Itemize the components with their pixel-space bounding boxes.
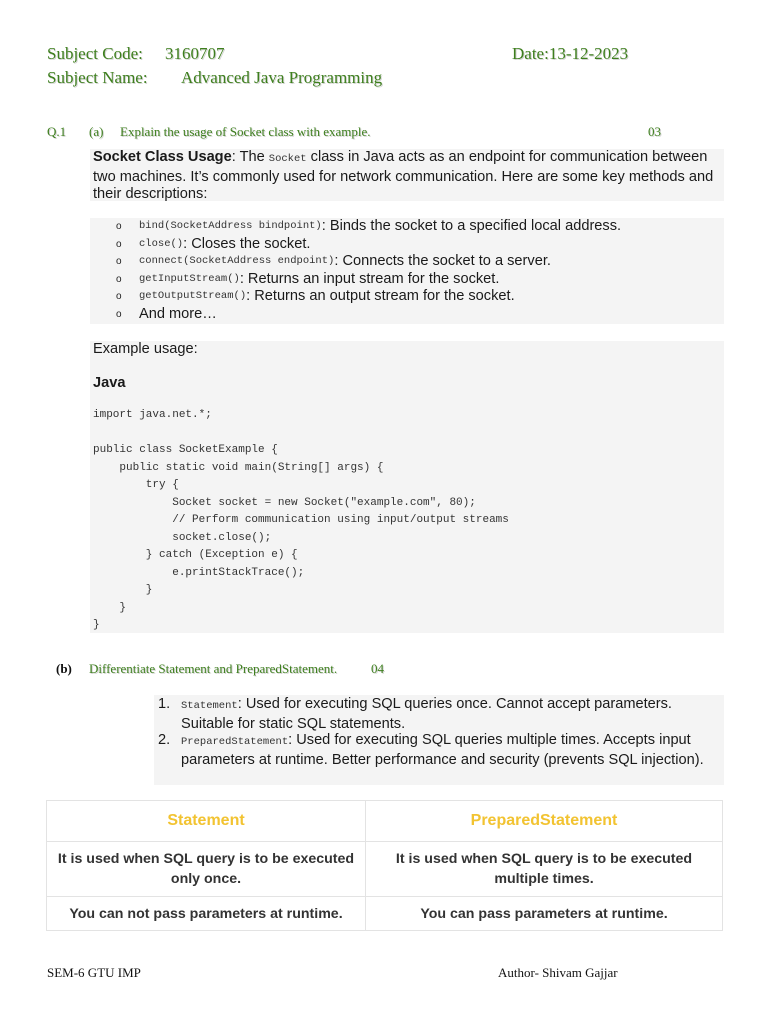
- method-code: close(): [139, 238, 184, 250]
- question-part-a-text: Explain the usage of Socket class with example.: [120, 124, 371, 139]
- list-item-text: [181, 696, 718, 733]
- method-description: : Returns an input stream for the socket.: [239, 271, 500, 287]
- example-label: Example usage:: [93, 341, 198, 357]
- subject-code-label: Subject Code:: [47, 44, 143, 63]
- list-bullet: o: [116, 256, 122, 267]
- table-header-cell: Statement: [47, 801, 366, 842]
- comparison-table: [46, 800, 723, 931]
- table-header-cell: PreparedStatement: [366, 801, 723, 842]
- method-code: connect(SocketAddress endpoint): [139, 255, 335, 267]
- table-cell: You can not pass parameters at runtime.: [47, 897, 366, 931]
- method-description: : Connects the socket to a server.: [334, 253, 551, 269]
- list-bullet: o: [116, 309, 122, 320]
- list-number: 2.: [158, 732, 171, 748]
- method-code: getOutputStream(): [139, 290, 247, 302]
- list-item-description: : Used for executing SQL queries once. Cannot accept parameters. Suitable for static SQL statements.: [181, 696, 672, 732]
- list-item-code: Statement: [181, 700, 238, 712]
- subject-code: 3160707: [165, 44, 225, 63]
- method-description: And more…: [139, 306, 217, 322]
- table-row: [47, 842, 723, 897]
- list-item-code: PreparedStatement: [181, 736, 289, 748]
- method-list-item: [116, 271, 499, 289]
- subject-name: Advanced Java Programming: [181, 68, 383, 87]
- method-description: : Returns an output stream for the socket.: [246, 288, 515, 304]
- table-cell: It is used when SQL query is to be executed only once.: [47, 842, 366, 897]
- code-language-label: Java: [93, 375, 126, 391]
- method-code: getInputStream(): [139, 273, 240, 285]
- intro-text-1: : The: [231, 149, 269, 165]
- list-bullet: o: [116, 274, 122, 285]
- footer-semester: SEM-6 GTU IMP: [47, 965, 141, 980]
- question-part-a-letter: (a): [89, 124, 104, 139]
- list-item-description: : Used for executing SQL queries multiple times. Accepts input parameters at runtime. Better performance and security (prevents SQL injection).: [181, 732, 704, 768]
- java-code-block: import java.net.*; public class SocketExample { public static void main(String[] args) { try { Socket socket = new Socket("example.com", 80); // Perform communication using input/output streams socket.close(); } catch (Exception e) { e.printStackTrace(); } } }: [93, 409, 509, 631]
- subject-name-label: Subject Name:: [47, 68, 148, 87]
- intro-text-2: class in Java acts as an endpoint for communication between two machines. It’s commonly used for network communication. Here are some key methods and their descriptions:: [93, 149, 714, 202]
- table-row: [47, 897, 723, 931]
- list-number: 1.: [158, 696, 171, 712]
- list-bullet: o: [116, 239, 122, 250]
- table-header-row: [47, 801, 723, 842]
- question-part-b-text: Differentiate Statement and PreparedStatement.: [89, 661, 338, 676]
- method-description: : Binds the socket to a specified local address.: [321, 218, 622, 234]
- method-list-item: [116, 236, 310, 254]
- intro-inline-code: Socket: [268, 153, 307, 165]
- method-code: bind(SocketAddress bindpoint): [139, 220, 322, 232]
- list-bullet: o: [116, 221, 122, 232]
- method-list-item: [116, 253, 551, 271]
- question-part-b-marks: 04: [371, 661, 384, 676]
- question-number: Q.1: [47, 124, 67, 139]
- footer-author: Author- Shivam Gajjar: [498, 965, 618, 980]
- method-list-item: [116, 288, 515, 306]
- question-part-a-marks: 03: [648, 124, 661, 139]
- method-list-item: [116, 306, 217, 324]
- table-cell: You can pass parameters at runtime.: [366, 897, 723, 931]
- method-list-item: [116, 218, 621, 236]
- table-cell: It is used when SQL query is to be executed multiple times.: [366, 842, 723, 897]
- numbered-list-item: [158, 732, 718, 769]
- exam-date: Date:13-12-2023: [512, 44, 629, 63]
- socket-intro-paragraph: [93, 149, 718, 204]
- numbered-list-item: [158, 696, 718, 733]
- list-bullet: o: [116, 291, 122, 302]
- method-description: : Closes the socket.: [183, 236, 311, 252]
- list-item-text: [181, 732, 718, 769]
- intro-heading: Socket Class Usage: [93, 149, 232, 165]
- question-part-b-letter: (b): [56, 661, 72, 676]
